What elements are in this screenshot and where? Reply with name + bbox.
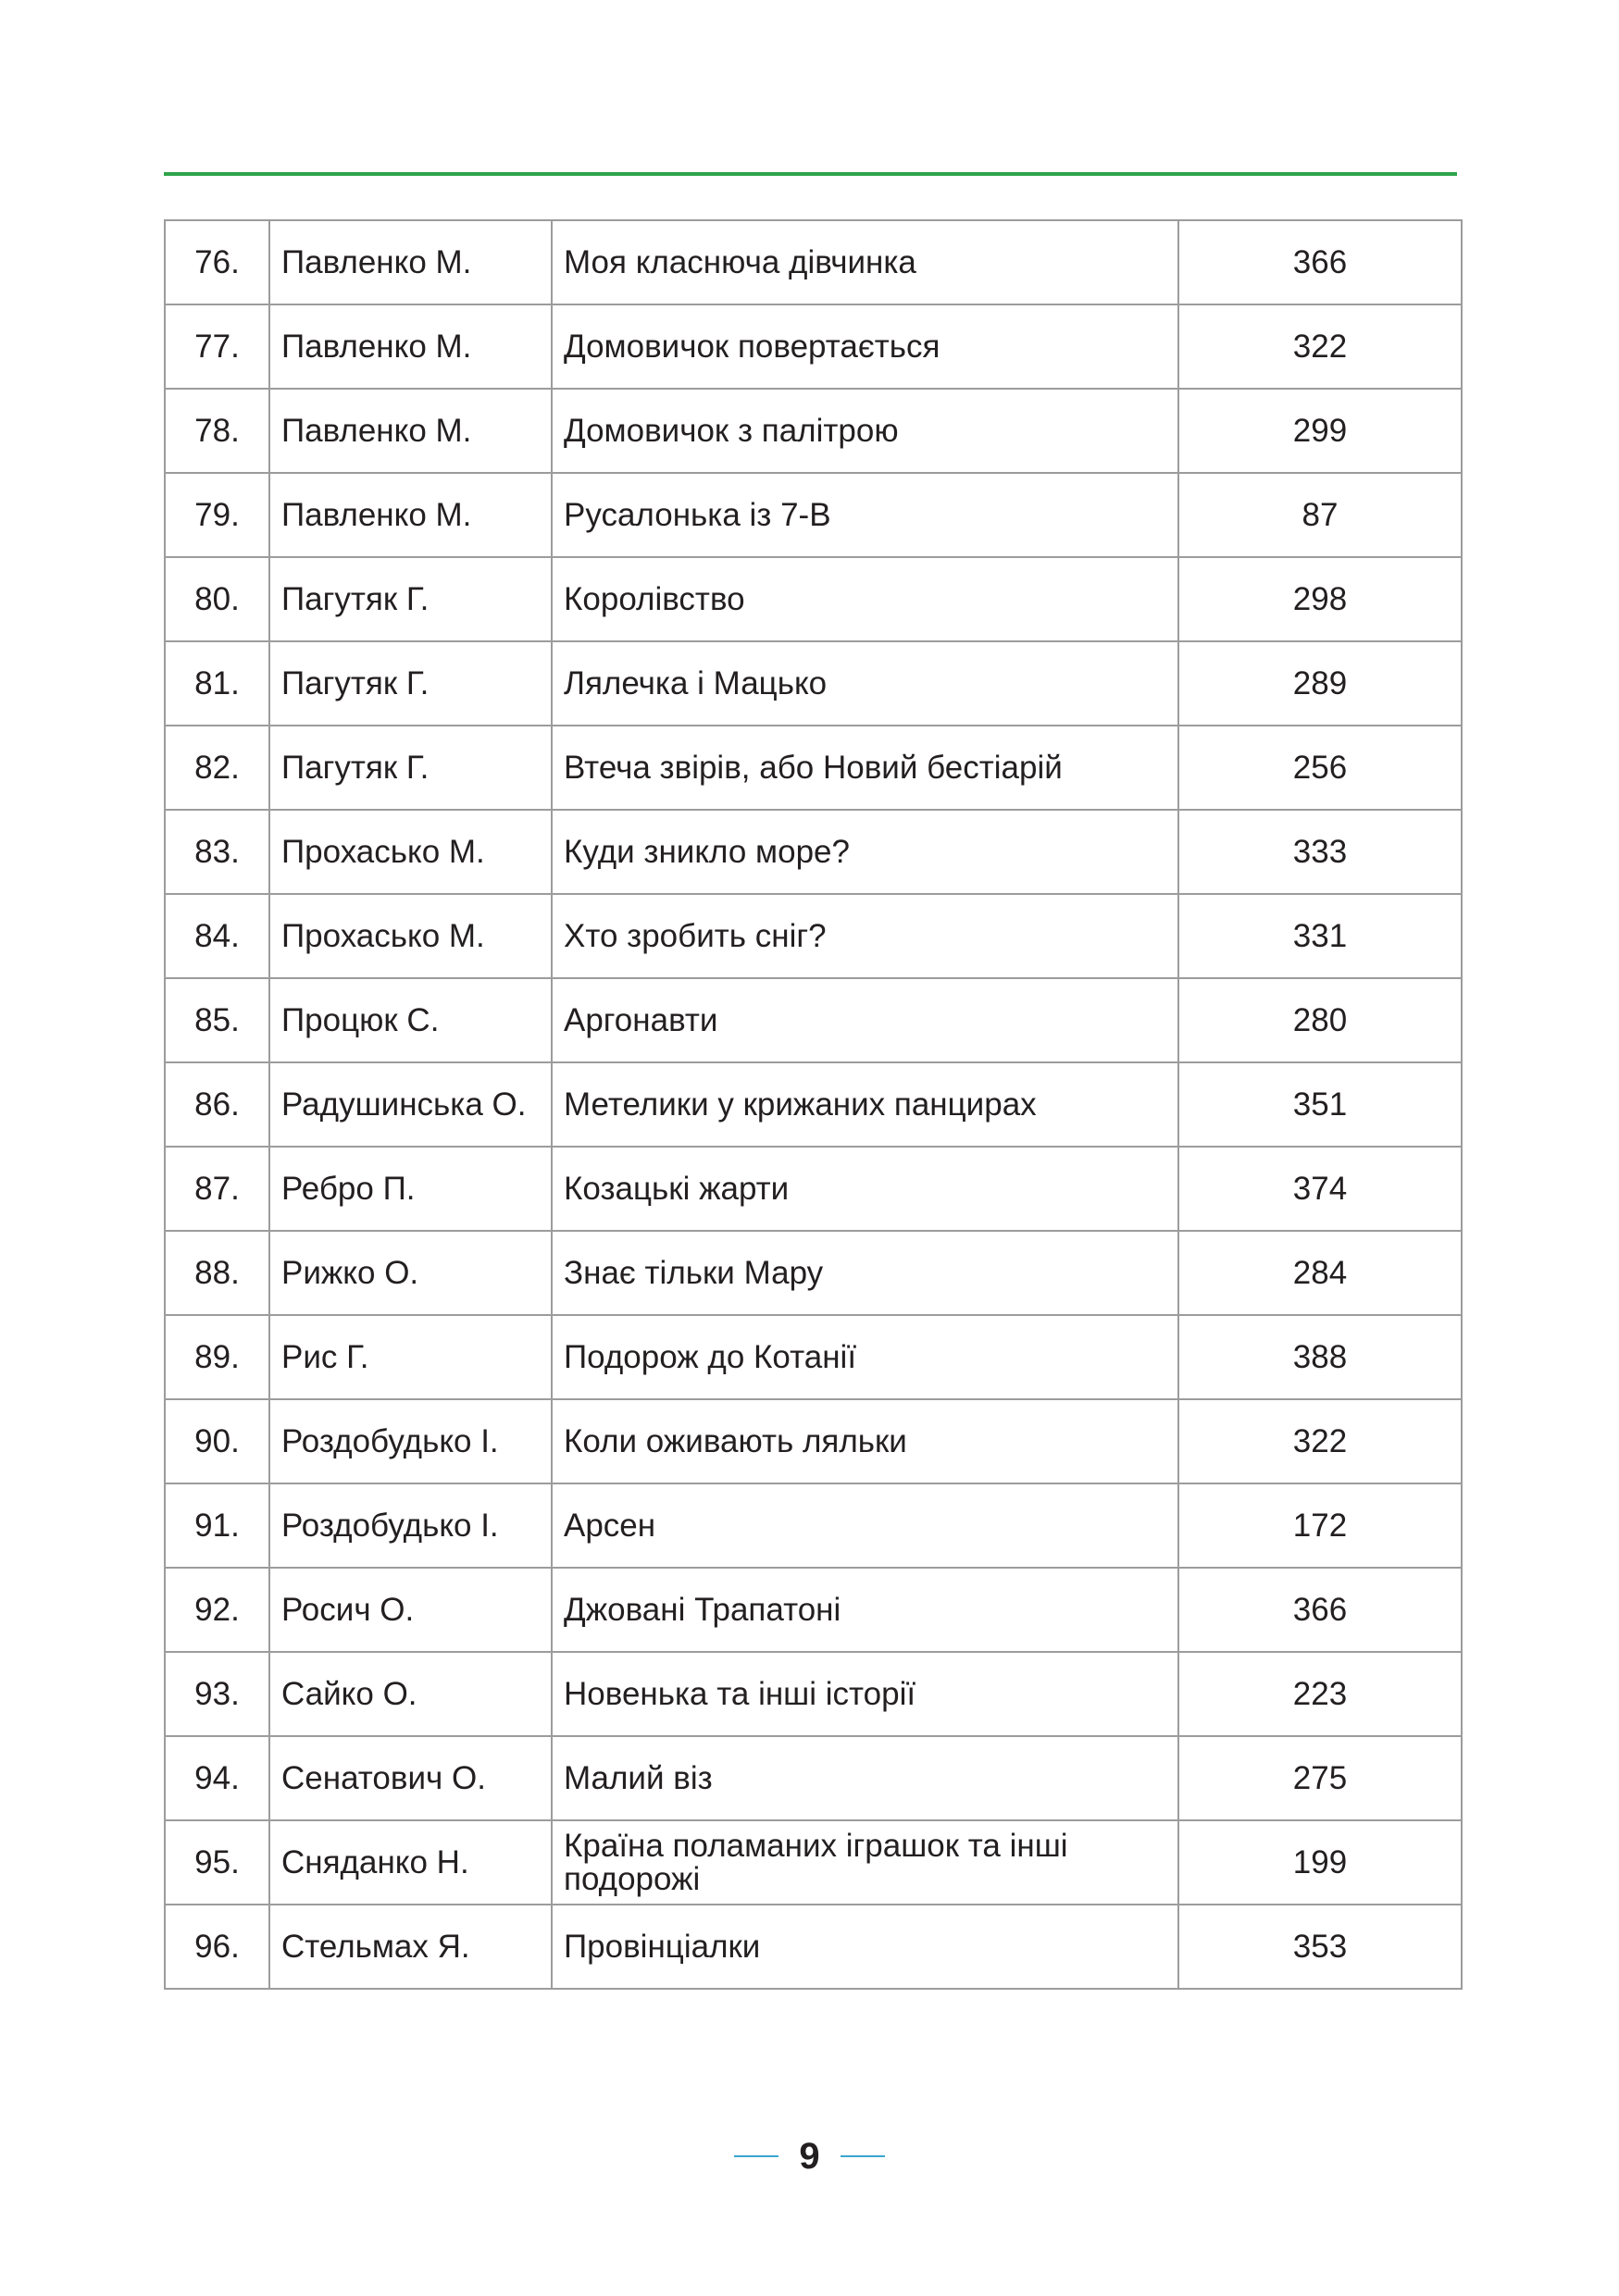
title-cell: Провінціалки <box>552 1905 1178 1989</box>
row-number: 77. <box>165 304 269 389</box>
table-row <box>165 641 1462 726</box>
row-number: 76. <box>165 220 269 304</box>
author-cell: Роздобудько І. <box>269 1399 552 1483</box>
title-cell: Подорож до Котанії <box>552 1315 1178 1399</box>
pages-cell: 366 <box>1178 220 1462 304</box>
row-number: 90. <box>165 1399 269 1483</box>
title-cell: Моя класнюча дівчинка <box>552 220 1178 304</box>
table-row <box>165 726 1462 810</box>
title-cell: Аргонавти <box>552 978 1178 1062</box>
row-number: 93. <box>165 1652 269 1736</box>
pages-cell: 366 <box>1178 1568 1462 1652</box>
author-cell: Стельмах Я. <box>269 1905 552 1989</box>
table-row <box>165 810 1462 894</box>
author-cell: Сайко О. <box>269 1652 552 1736</box>
row-number: 82. <box>165 726 269 810</box>
row-number: 95. <box>165 1820 269 1905</box>
table-row <box>165 389 1462 473</box>
author-cell: Сенатович О. <box>269 1736 552 1820</box>
table-row <box>165 1315 1462 1399</box>
author-cell: Роздобудько І. <box>269 1483 552 1568</box>
author-cell: Рижко О. <box>269 1231 552 1315</box>
pages-cell: 331 <box>1178 894 1462 978</box>
pages-cell: 256 <box>1178 726 1462 810</box>
pages-cell: 280 <box>1178 978 1462 1062</box>
pages-cell: 351 <box>1178 1062 1462 1147</box>
page-number: 9 <box>799 2135 820 2177</box>
title-cell: Хто зробить сніг? <box>552 894 1178 978</box>
table-row <box>165 1147 1462 1231</box>
pages-cell: 322 <box>1178 304 1462 389</box>
row-number: 83. <box>165 810 269 894</box>
row-number: 86. <box>165 1062 269 1147</box>
author-cell: Ребро П. <box>269 1147 552 1231</box>
table-row <box>165 894 1462 978</box>
table-row <box>165 1652 1462 1736</box>
pages-cell: 199 <box>1178 1820 1462 1905</box>
pages-cell: 353 <box>1178 1905 1462 1989</box>
book-table <box>164 219 1463 1990</box>
pages-cell: 223 <box>1178 1652 1462 1736</box>
table-row <box>165 557 1462 641</box>
title-cell: Джовані Трапатоні <box>552 1568 1178 1652</box>
table-row <box>165 1568 1462 1652</box>
author-cell: Павленко М. <box>269 473 552 557</box>
title-cell: Домовичок повертається <box>552 304 1178 389</box>
row-number: 88. <box>165 1231 269 1315</box>
author-cell: Пагутяк Г. <box>269 557 552 641</box>
author-cell: Процюк С. <box>269 978 552 1062</box>
row-number: 89. <box>165 1315 269 1399</box>
title-cell: Куди зникло море? <box>552 810 1178 894</box>
table-row <box>165 1483 1462 1568</box>
author-cell: Павленко М. <box>269 389 552 473</box>
table-row <box>165 1820 1462 1905</box>
title-cell: Козацькі жарти <box>552 1147 1178 1231</box>
title-cell: Малий віз <box>552 1736 1178 1820</box>
title-cell: Арсен <box>552 1483 1178 1568</box>
pages-cell: 299 <box>1178 389 1462 473</box>
row-number: 79. <box>165 473 269 557</box>
title-cell: Новенька та інші історії <box>552 1652 1178 1736</box>
pages-cell: 275 <box>1178 1736 1462 1820</box>
author-cell: Пагутяк Г. <box>269 726 552 810</box>
row-number: 84. <box>165 894 269 978</box>
row-number: 81. <box>165 641 269 726</box>
title-cell: Русалонька із 7-В <box>552 473 1178 557</box>
pages-cell: 87 <box>1178 473 1462 557</box>
row-number: 94. <box>165 1736 269 1820</box>
pages-cell: 374 <box>1178 1147 1462 1231</box>
book-table-body <box>165 220 1462 1989</box>
author-cell: Павленко М. <box>269 304 552 389</box>
table-row <box>165 978 1462 1062</box>
row-number: 91. <box>165 1483 269 1568</box>
table-row <box>165 304 1462 389</box>
title-cell: Коли оживають ляльки <box>552 1399 1178 1483</box>
author-cell: Рис Г. <box>269 1315 552 1399</box>
author-cell: Росич О. <box>269 1568 552 1652</box>
pages-cell: 284 <box>1178 1231 1462 1315</box>
author-cell: Пагутяк Г. <box>269 641 552 726</box>
table-row <box>165 1062 1462 1147</box>
row-number: 96. <box>165 1905 269 1989</box>
row-number: 87. <box>165 1147 269 1231</box>
page-footer <box>0 2133 1619 2179</box>
row-number: 78. <box>165 389 269 473</box>
author-cell: Прохасько М. <box>269 810 552 894</box>
footer-dash-right <box>841 2155 885 2157</box>
pages-cell: 289 <box>1178 641 1462 726</box>
author-cell: Павленко М. <box>269 220 552 304</box>
pages-cell: 322 <box>1178 1399 1462 1483</box>
row-number: 85. <box>165 978 269 1062</box>
table-row <box>165 1231 1462 1315</box>
pages-cell: 172 <box>1178 1483 1462 1568</box>
title-cell: Лялечка і Мацько <box>552 641 1178 726</box>
row-number: 92. <box>165 1568 269 1652</box>
row-number: 80. <box>165 557 269 641</box>
author-cell: Радушинська О. <box>269 1062 552 1147</box>
author-cell: Прохасько М. <box>269 894 552 978</box>
title-cell: Домовичок з палітрою <box>552 389 1178 473</box>
title-cell: Королівство <box>552 557 1178 641</box>
pages-cell: 298 <box>1178 557 1462 641</box>
table-row <box>165 220 1462 304</box>
pages-cell: 388 <box>1178 1315 1462 1399</box>
table-row <box>165 1399 1462 1483</box>
title-cell: Знає тільки Мару <box>552 1231 1178 1315</box>
table-row <box>165 1905 1462 1989</box>
footer-dash-left <box>734 2155 778 2157</box>
pages-cell: 333 <box>1178 810 1462 894</box>
table-row <box>165 1736 1462 1820</box>
author-cell: Сняданко Н. <box>269 1820 552 1905</box>
title-cell: Втеча звірів, або Новий бестіарій <box>552 726 1178 810</box>
title-cell: Метелики у крижаних панцирах <box>552 1062 1178 1147</box>
top-rule <box>164 172 1457 176</box>
title-cell: Країна поламаних іграшок та інші подорожі <box>552 1820 1178 1905</box>
table-row <box>165 473 1462 557</box>
